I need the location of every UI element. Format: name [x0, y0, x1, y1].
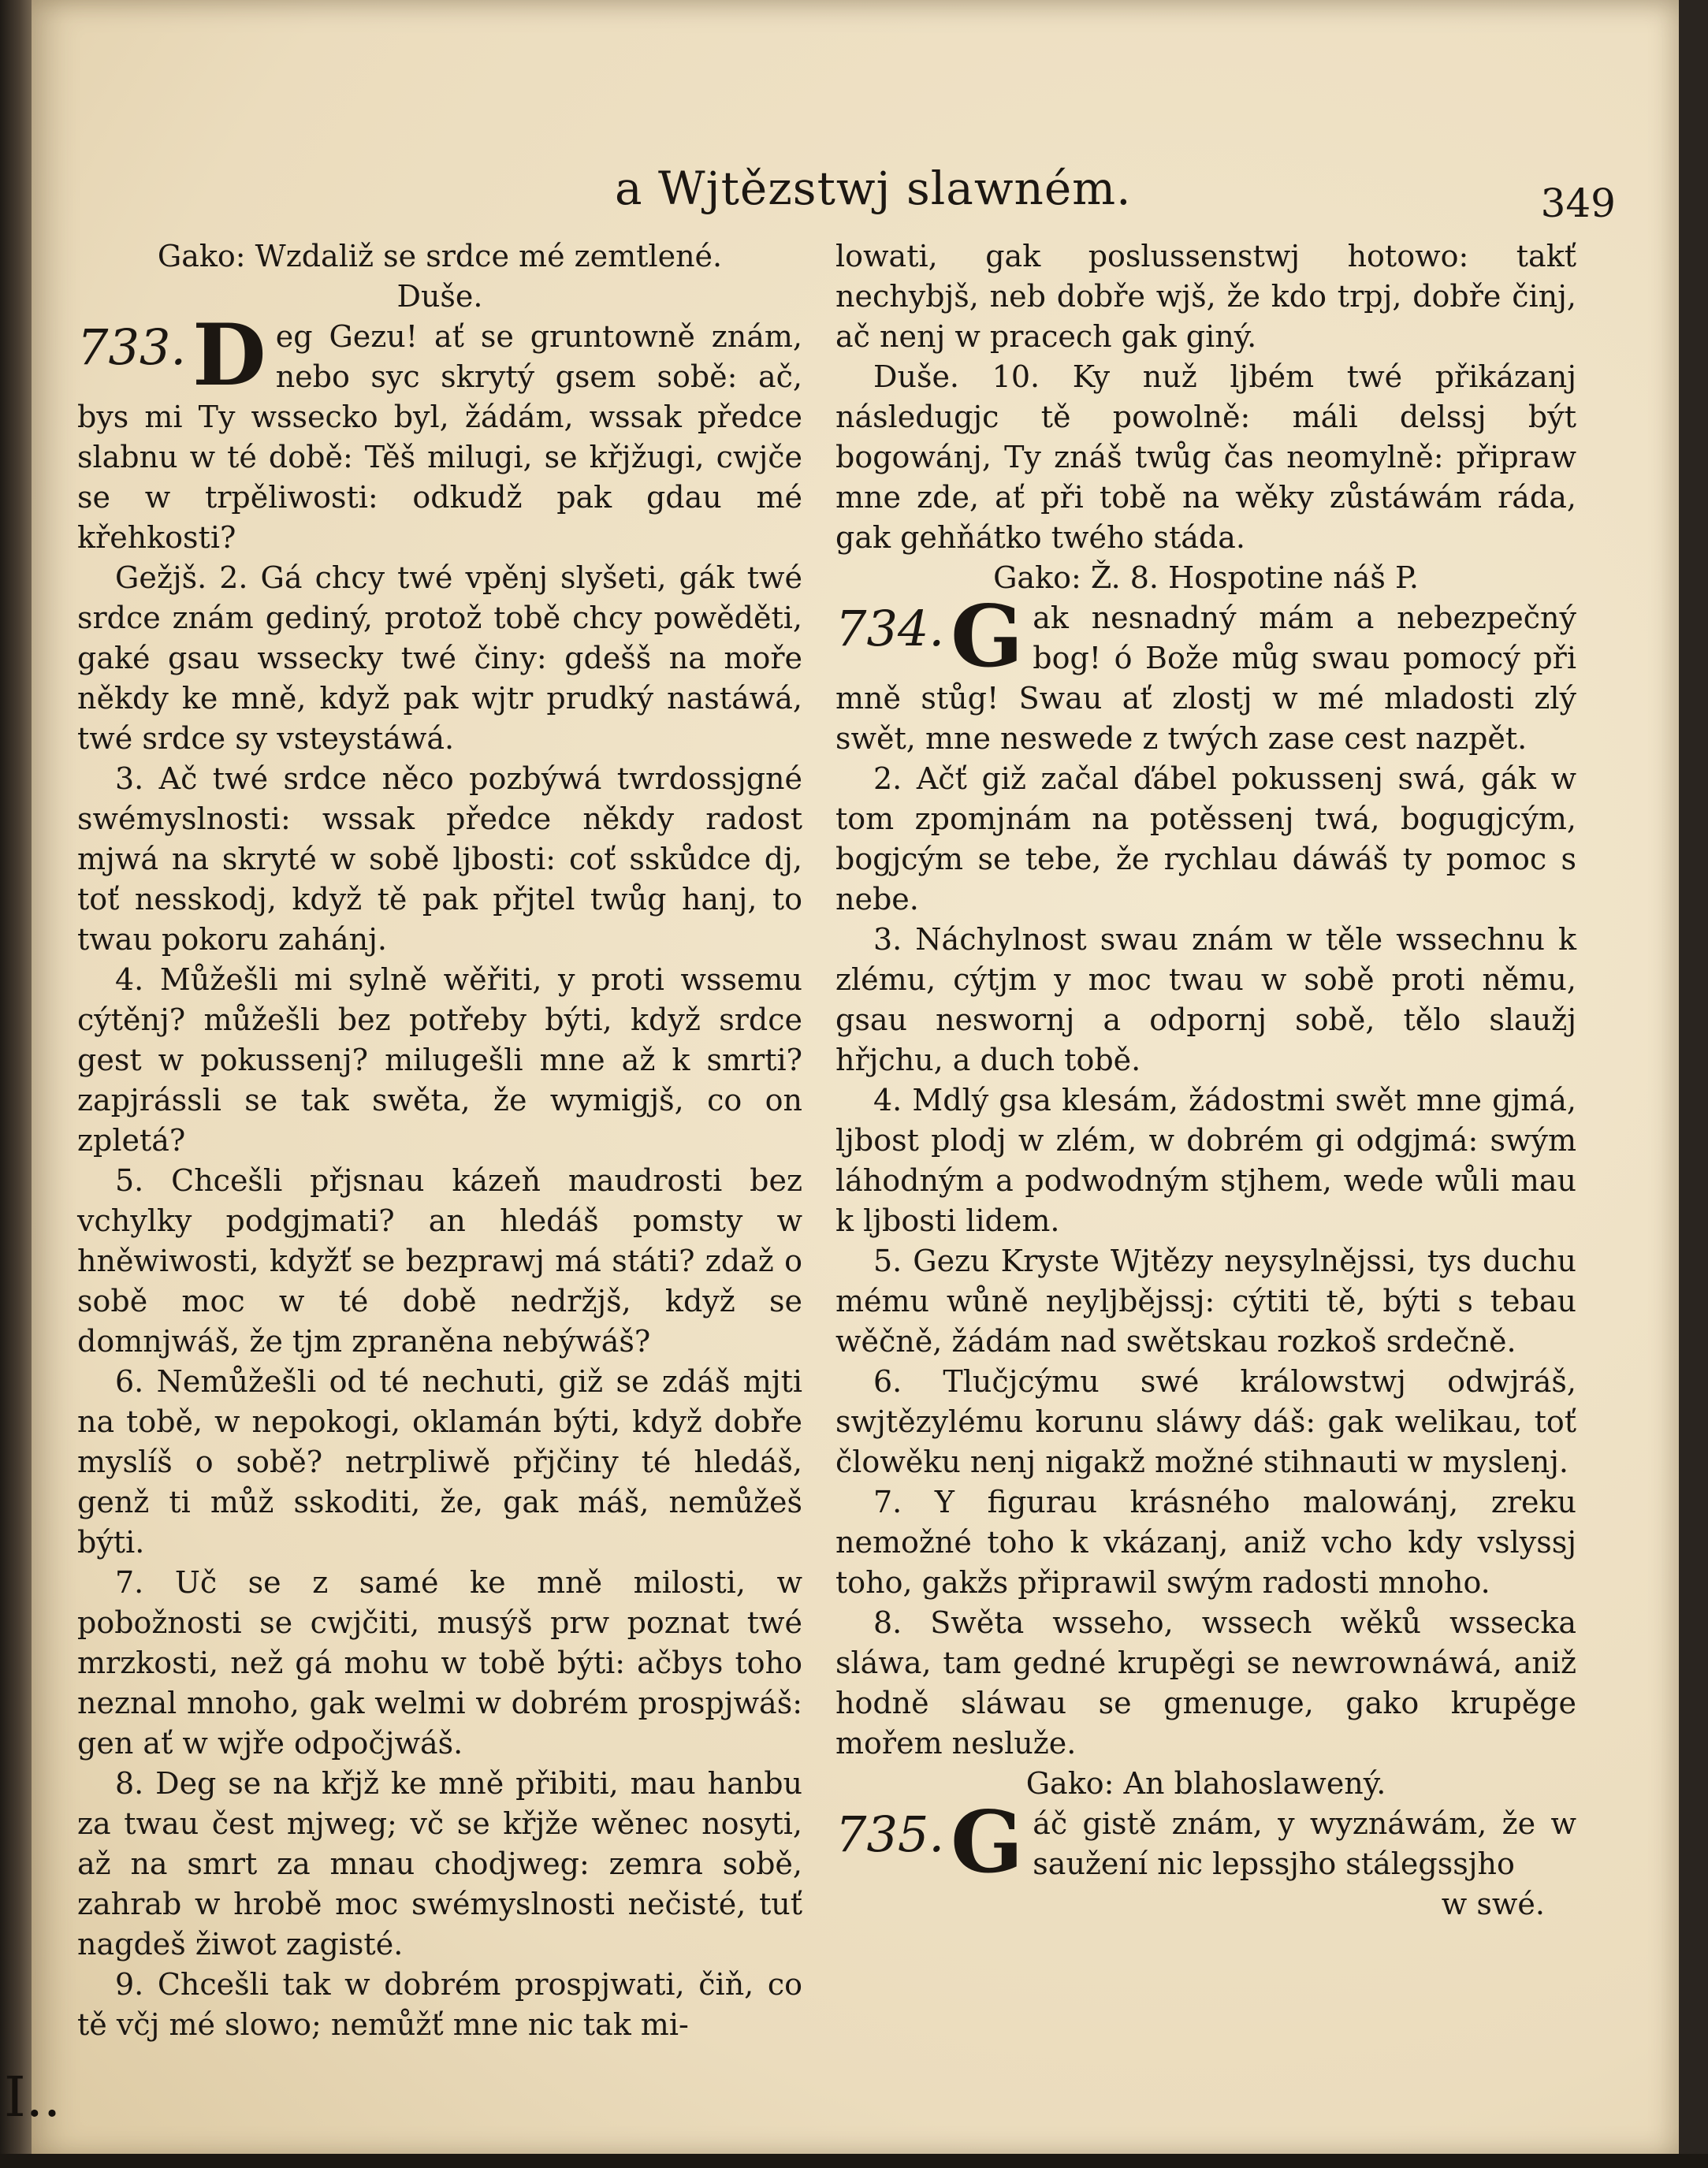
scan-edge — [0, 2154, 1708, 2168]
drop-cap: G — [951, 1793, 1024, 1892]
drop-cap: D — [192, 306, 266, 405]
hymn-text: ak nesnadný mám a nebezpečný bog! ó Bože můg swau pomocý při mně stůg! Swau ať zlostj w mé mladosti zlý swět, mne neswede z twých zase cest nazpět. — [835, 601, 1576, 756]
verse: 6. Tlučjcýmu swé králowstwj odwjráš, swjtězylému korunu sláwy dáš: gak welikau, toť člowěku nenj nigakž možné stihnauti w myslenj. — [835, 1364, 1576, 1479]
hymn-number: 734. — [835, 600, 945, 657]
verse: 7. Uč se z samé ke mně milosti, w pobožnosti se cwjčiti, musýš prw poznat twé mrzkosti, než gá mohu w tobě býti: ačbys toho neznal mnoho, gak welmi w dobrém prospjwáš: gen ať w wjře odpočjwáš. — [77, 1565, 802, 1761]
hymn-733 — [77, 306, 802, 558]
hymn-number: 733. — [77, 318, 187, 376]
verse: 3. Ač twé srdce něco pozbýwá twrdossjgné swémyslnosti: wssak předce někdy radost mjwá na skryté w sobě ljbosti: coť sskůdce dj, toť nesskodj, když tě pak přjtel twůg hanj, to twau pokoru zahánj. — [77, 761, 802, 957]
hymn-text: áč gistě znám, y wyznáwám, že w saužení nic lepssjho stálegssjho — [1033, 1806, 1576, 1881]
left-column — [77, 236, 802, 2045]
verse: 2. Ačť giž začal ďábel pokussenj swá, gák w tom zpomjnám na potěssenj twá, bogugjcým, bogjcým se tebe, že rychlau dáwáš ty pomoc s nebe. — [835, 761, 1576, 917]
page-number: 349 — [1540, 180, 1616, 226]
speaker-label: Duše. — [396, 279, 483, 314]
right-column — [835, 236, 1576, 1924]
hymn-735 — [835, 1793, 1576, 1892]
verse: 8. Deg se na křjž ke mně přibiti, mau hanbu za twau čest mjweg; vč se křjže wěnec nosyti, až na smrt za mnau chodjweg: zemra sobě, zahrab w hrobě moc swémyslnosti nečisté, tuť nagdeš žiwot zagisté. — [77, 1766, 802, 1962]
hymn-number: 735. — [835, 1805, 945, 1863]
catchword: w swé. — [1441, 1887, 1545, 1921]
page-header — [32, 162, 1679, 225]
tune-line: Gako: An blahoslawený. — [1025, 1766, 1386, 1801]
verse: 9. Chcešli tak w dobrém prospjwati, čiň, co tě včj mé slowo; nemůžť mne nic tak mi- — [77, 1967, 802, 2042]
verse: Duše. 10. Ky nuž ljbém twé přikázanj následugjc tě powolně: máli delssj být bogowánj, Ty znáš twůg čas neomylně: připraw mne zde, ať při tobě na wěky zůstáwám ráda, gak gehňátko twého stáda. — [835, 359, 1576, 555]
tune-line: Gako: Ž. 8. Hospotine náš P. — [993, 560, 1419, 595]
verse: 7. Y figurau krásného malowánj, zreku nemožné toho k vkázanj, aniž vcho kdy vslyssj toho, gakžs připrawil swým radosti mnoho. — [835, 1485, 1576, 1600]
verse: 4. Mdlý gsa klesám, žádostmi swět mne gjmá, ljbost plodj w zlém, w dobrém gi odgjmá: swým láhodným a podwodným stjhem, wede wůli mau k ljbosti lidem. — [835, 1083, 1576, 1238]
bottom-mark: I.. — [4, 2065, 61, 2129]
verse: 6. Nemůžešli od té nechuti, giž se zdáš mjti na tobě, w nepokogi, oklamán býti, když dobře myslíš o sobě? netrpliwě přjčiny té hledáš, genž ti můž sskoditi, že, gak máš, nemůžeš býti. — [77, 1364, 802, 1560]
verse: 8. Swěta wsseho, wssech wěků wssecka sláwa, tam gedné krupěgi se newrownáwá, aniž hodně sláwau se gmenuge, gako krupěge mořem nesluže. — [835, 1605, 1576, 1761]
verse-continuation: lowati, gak poslussenstwj hotowo: takť nechybjš, neb dobře wjš, že kdo trpj, dobře činj, ač nenj w pracech gak giný. — [835, 239, 1576, 354]
verse: 5. Gezu Kryste Wjtězy neysylnějssi, tys duchu mému wůně neyljbějssj: cýtiti tě, býti s tebau wěčně, žádám nad swětskau rozkoš srdečně. — [835, 1244, 1576, 1359]
running-title: a Wjtězstwj slawném. — [615, 162, 1132, 215]
hymn-text: eg Gezu! ať se gruntowně znám, nebo syc skrytý gsem sobě: ač, bys mi Ty wssecko byl, žádám, wssak předce slabnu w té době: Těš milugi, se křjžugi, cwjče se w trpěliwosti: odkudž pak gdau mé křehkosti? — [77, 319, 802, 555]
verse: 4. Můžešli mi sylně wěřiti, y proti wssemu cýtěnj? můžešli bez potřeby býti, když srdce gest w pokussenj? milugešli mne až k smrti? zapjrássli se tak swěta, že wymigjš, co on zpletá? — [77, 962, 802, 1158]
verse: 3. Náchylnost swau znám w těle wssechnu k zlému, cýtjm y moc twau w sobě proti němu, gsau neswornj a odpornj sobě, tělo slaužj hřjchu, a duch tobě. — [835, 922, 1576, 1077]
hymn-734 — [835, 587, 1576, 759]
drop-cap: G — [951, 587, 1024, 686]
verse: 5. Chcešli přjsnau kázeň maudrosti bez vchylky podgjmati? an hledáš pomsty w hněwiwosti, kdyžť se bezprawj má státi? zdaž o sobě moc w té době nedržjš, když se domnjwáš, že tjm zpraněna nebýwáš? — [77, 1163, 802, 1359]
verse: Gežjš. 2. Gá chcy twé vpěnj slyšeti, gák twé srdce znám gediný, protož tobě chcy powěděti, gaké gsau wssecky twé činy: gdešš na moře někdy ke mně, když pak wjtr prudký nastáwá, twé srdce sy vsteystáwá. — [77, 560, 802, 756]
book-page — [32, 0, 1679, 2159]
tune-line: Gako: Wzdaliž se srdce mé zemtlené. — [157, 239, 723, 273]
